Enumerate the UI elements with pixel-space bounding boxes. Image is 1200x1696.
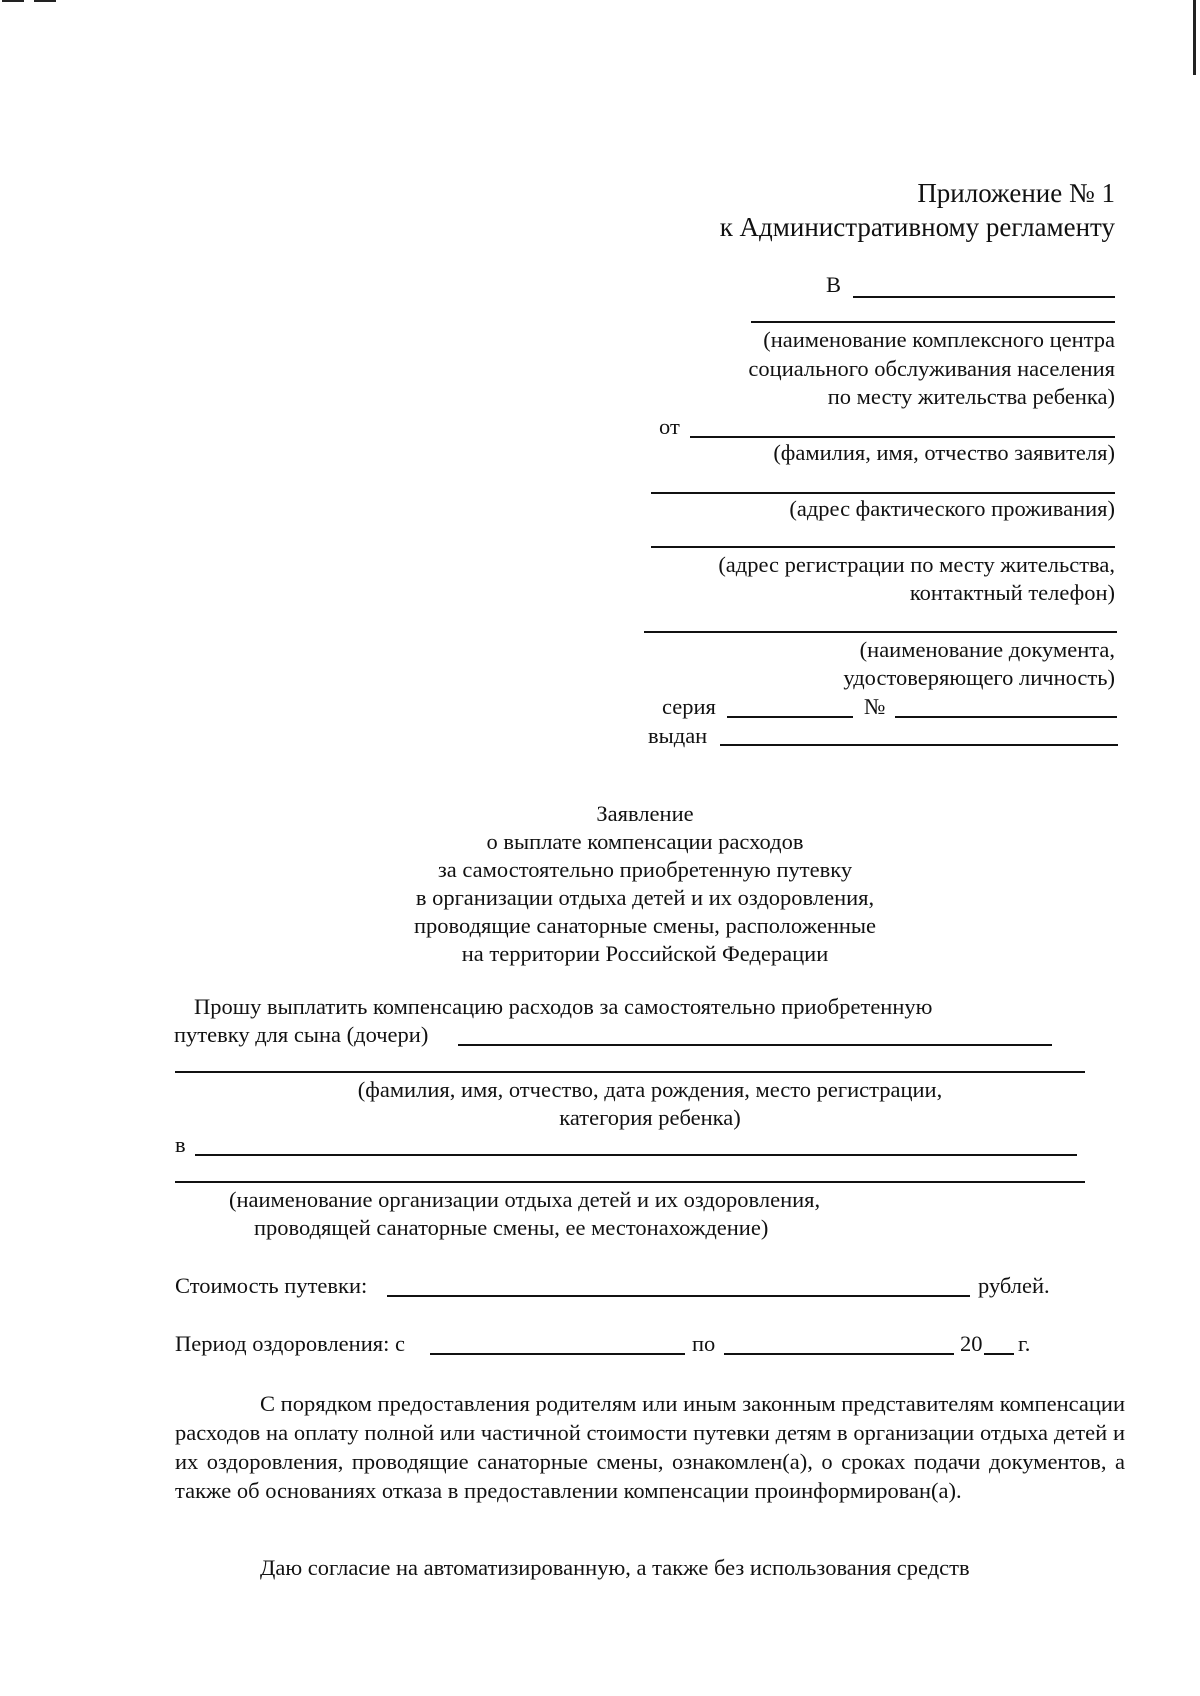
child-field-line-1[interactable] xyxy=(458,1044,1052,1046)
period-start-line[interactable] xyxy=(430,1353,685,1355)
consent-paragraph: Даю согласие на автоматизированную, а также без использования средств xyxy=(260,1555,970,1580)
issued-field-line[interactable] xyxy=(720,744,1118,746)
title-line-6: на территории Российской Федерации xyxy=(461,941,829,966)
title-line-3: за самостоятельно приобретенную путевку xyxy=(437,857,853,882)
center-field-line-1[interactable] xyxy=(853,296,1115,298)
center-note-3: по месту жительства ребенка) xyxy=(827,384,1115,409)
document-note-2: удостоверяющего личность) xyxy=(843,665,1115,690)
title-line-4: в организации отдыха детей и их оздоровления, xyxy=(415,885,875,910)
registration-address-line[interactable] xyxy=(651,546,1115,548)
identity-document-line[interactable] xyxy=(644,631,1117,633)
applicant-name-line[interactable] xyxy=(690,436,1115,438)
regulation-reference: к Административному регламенту xyxy=(719,212,1115,242)
scan-mark-left-2 xyxy=(34,0,56,2)
actual-address-note: (адрес фактического проживания) xyxy=(789,496,1115,521)
org-field-line-1[interactable] xyxy=(195,1154,1077,1156)
org-note-1: (наименование организации отдыха детей и их оздоровления, xyxy=(229,1187,821,1212)
org-note-2: проводящей санаторные смены, ее местонахождение) xyxy=(254,1215,769,1240)
number-field-line[interactable] xyxy=(895,716,1117,718)
cost-label: Стоимость путевки: xyxy=(175,1273,368,1298)
to-prefix: В xyxy=(826,272,842,297)
from-prefix: от xyxy=(659,414,680,439)
series-field-line[interactable] xyxy=(727,716,853,718)
period-to-label: по xyxy=(692,1331,716,1356)
child-field-line-2[interactable] xyxy=(175,1071,1085,1073)
cost-field-line[interactable] xyxy=(387,1295,970,1297)
period-year-line[interactable] xyxy=(984,1353,1014,1355)
cost-unit: рублей. xyxy=(978,1273,1050,1298)
title-line-5: проводящие санаторные смены, расположенные xyxy=(413,913,877,938)
issued-label: выдан xyxy=(648,723,708,748)
period-end-line[interactable] xyxy=(724,1353,954,1355)
registration-note-2: контактный телефон) xyxy=(909,580,1115,605)
center-field-line-2[interactable] xyxy=(751,321,1115,323)
actual-address-line[interactable] xyxy=(651,492,1115,494)
number-label: № xyxy=(864,694,886,719)
request-line-2: путевку для сына (дочери) xyxy=(174,1022,429,1047)
acknowledgement-paragraph: С порядком предоставления родителям или иным законным представителям компенсации расходов на оплату полной или частичной стоимости путевки детям в организации отдыха детей и их оздоровления, проводящие санаторные смены, ознакомлен(а), о сроках подачи документов, а также об основаниях отказа в предоставлении компенсации проинформирован(а). xyxy=(175,1391,1125,1503)
child-note-1: (фамилия, имя, отчество, дата рождения, место регистрации, xyxy=(357,1077,943,1102)
registration-note-1: (адрес регистрации по месту жительства, xyxy=(718,552,1115,577)
document-note-1: (наименование документа, xyxy=(859,637,1115,662)
applicant-note: (фамилия, имя, отчество заявителя) xyxy=(773,440,1115,465)
period-year-suffix: г. xyxy=(1018,1331,1031,1356)
in-prefix: в xyxy=(175,1132,186,1157)
request-line-1: Прошу выплатить компенсацию расходов за самостоятельно приобретенную xyxy=(194,994,933,1019)
period-year-prefix: 20 xyxy=(960,1331,983,1356)
org-field-line-2[interactable] xyxy=(175,1181,1085,1183)
center-note-1: (наименование комплексного центра xyxy=(763,327,1115,352)
title-line-2: о выплате компенсации расходов xyxy=(486,829,804,854)
document-title: Заявление xyxy=(596,801,694,826)
series-label: серия xyxy=(662,694,716,719)
center-note-2: социального обслуживания населения xyxy=(748,356,1115,381)
scan-mark-right xyxy=(1193,0,1196,75)
child-note-2: категория ребенка) xyxy=(559,1105,741,1130)
period-label: Период оздоровления: с xyxy=(175,1331,405,1356)
appendix-number: Приложение № 1 xyxy=(917,178,1115,208)
scan-mark-left-1 xyxy=(2,0,24,2)
